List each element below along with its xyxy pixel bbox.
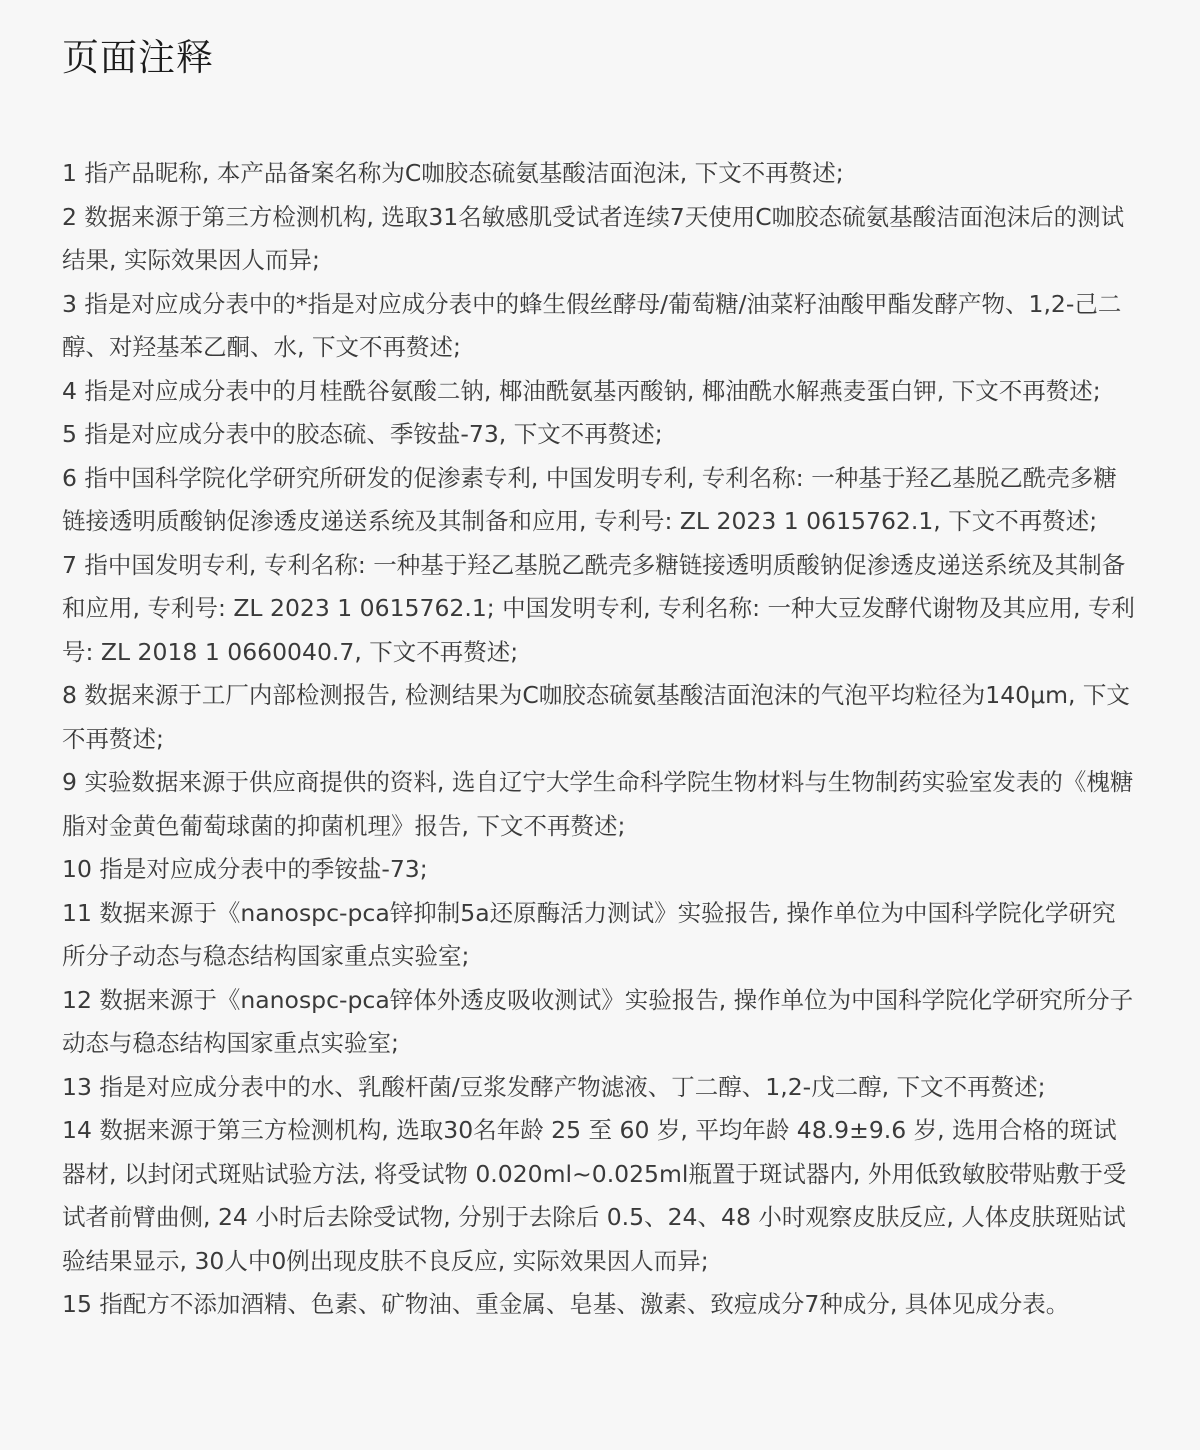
note-8: 8 数据来源于工厂内部检测报告, 检测结果为C咖胶态硫氨基酸洁面泡沫的气泡平均粒径为140μm, 下文不再赘述; — [62, 681, 1130, 753]
page-title: 页面注释 — [62, 36, 214, 79]
note-6: 6 指中国科学院化学研究所研发的促渗素专利, 中国发明专利, 专利名称: 一种基于羟乙基脱乙酰壳多糖链接透明质酸钠促渗透皮递送系统及其制备和应用, 专利号: ZL 2023 1 0615762.1, 下文不再赘述; — [62, 463, 1117, 535]
note-4: 4 指是对应成分表中的月桂酰谷氨酸二钠, 椰油酰氨基丙酸钠, 椰油酰水解燕麦蛋白钾, 下文不再赘述; — [62, 376, 1101, 405]
note-2: 2 数据来源于第三方检测机构, 选取31名敏感肌受试者连续7天使用C咖胶态硫氨基酸洁面泡沫后的测试结果, 实际效果因人而异; — [62, 202, 1125, 274]
note-9: 9 实验数据来源于供应商提供的资料, 选自辽宁大学生命科学院生物材料与生物制药实验室发表的《槐糖脂对金黄色葡萄球菌的抑菌机理》报告, 下文不再赘述; — [62, 768, 1134, 840]
notes-list — [62, 152, 1138, 1327]
note-11: 11 数据来源于《nanospc-pca锌抑制5a还原酶活力测试》实验报告, 操作单位为中国科学院化学研究所分子动态与稳态结构国家重点实验室; — [62, 898, 1116, 970]
note-3: 3 指是对应成分表中的*指是对应成分表中的蜂生假丝酵母/葡萄糖/油菜籽油酸甲酯发酵产物、1,2-己二醇、对羟基苯乙酮、水, 下文不再赘述; — [62, 289, 1122, 361]
note-12: 12 数据来源于《nanospc-pca锌体外透皮吸收测试》实验报告, 操作单位为中国科学院化学研究所分子动态与稳态结构国家重点实验室; — [62, 985, 1134, 1057]
note-13: 13 指是对应成分表中的水、乳酸杆菌/豆浆发酵产物滤液、丁二醇、1,2-戊二醇, 下文不再赘述; — [62, 1072, 1046, 1101]
note-14: 14 数据来源于第三方检测机构, 选取30名年龄 25 至 60 岁, 平均年龄 48.9±9.6 岁, 选用合格的斑试器材, 以封闭式斑贴试验方法, 将受试物 0.020ml~0.025ml瓶置于斑试器内, 外用低致敏胶带贴敷于受试者前臂曲侧, 24 小时后去除受试物, 分别于去除后 0.5、24、48 小时观察皮肤反应, 人体皮肤斑贴试验结果显示, 30人中0例出现皮肤不良反应, 实际效果因人而异; — [62, 1116, 1127, 1275]
note-7: 7 指中国发明专利, 专利名称: 一种基于羟乙基脱乙酰壳多糖链接透明质酸钠促渗透皮递送系统及其制备和应用, 专利号: ZL 2023 1 0615762.1; 中国发明专利, 专利名称: 一种大豆发酵代谢物及其应用, 专利号: ZL 2018 1 0660040.7, 下文不再赘述; — [62, 550, 1135, 666]
note-1: 1 指产品昵称, 本产品备案名称为C咖胶态硫氨基酸洁面泡沫, 下文不再赘述; — [62, 159, 844, 187]
note-5: 5 指是对应成分表中的胶态硫、季铵盐-73, 下文不再赘述; — [62, 420, 663, 448]
note-10: 10 指是对应成分表中的季铵盐-73; — [62, 855, 428, 883]
note-15: 15 指配方不添加酒精、色素、矿物油、重金属、皂基、激素、致痘成分7种成分, 具体见成分表。 — [62, 1290, 1070, 1318]
